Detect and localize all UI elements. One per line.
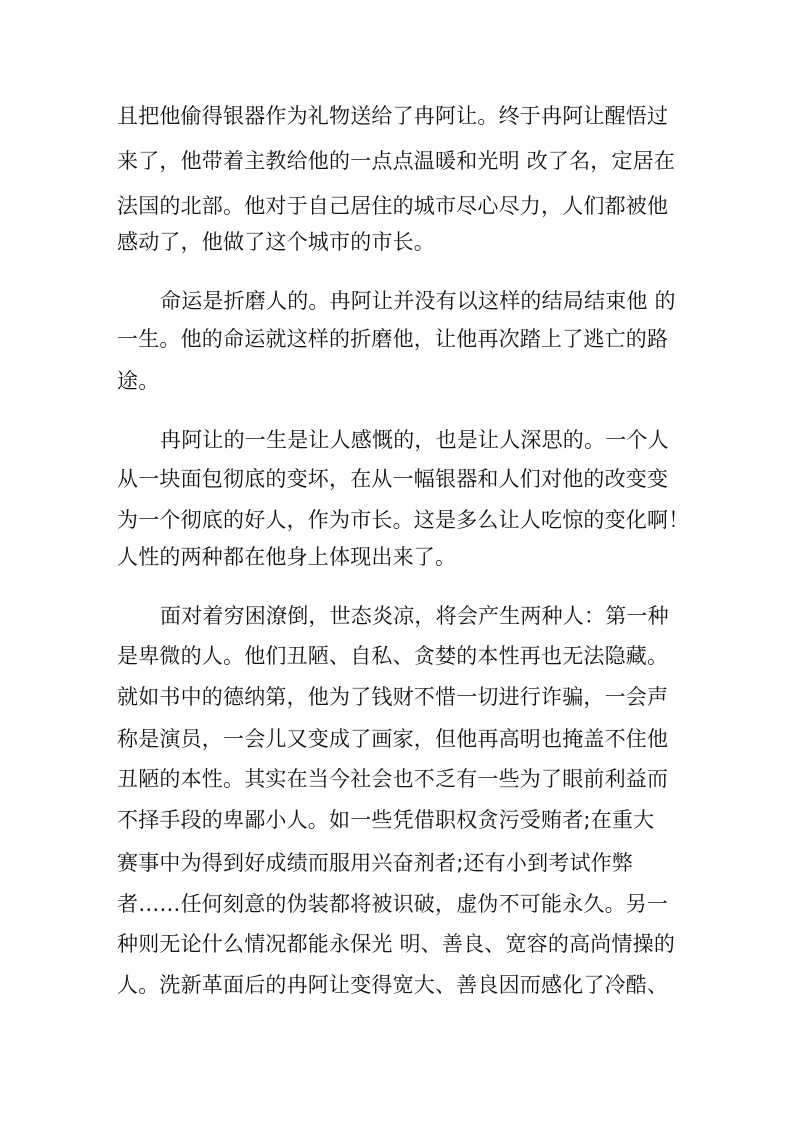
paragraph-4-line-9: 种则无论什么情况都能永保光 明、善良、宽容的高尚情操的	[117, 932, 676, 956]
paragraph-3-line-3: 为一个彻底的好人，作为市长。这是多么让人吃惊的变化啊！	[117, 508, 690, 532]
paragraph-4-line-4: 称是演员，一会儿又变成了画家，但他再高明也掩盖不住他	[117, 727, 669, 751]
paragraph-3-line-2: 从一块面包彻底的变坏，在从一幅银器和人们对他的改变变	[117, 467, 669, 491]
paragraph-4-line-5: 丑陋的本性。其实在当今社会也不乏有一些为了眼前利益而	[117, 767, 669, 791]
paragraph-4-line-10: 人。洗新革面后的冉阿让变得宽大、善良因而感化了冷酷、	[117, 973, 669, 997]
paragraph-2-line-3: 途。	[117, 369, 160, 393]
paragraph-4-line-3: 就如书中的德纳第，他为了钱财不惜一切进行诈骗，一会声	[117, 685, 669, 709]
paragraph-4-line-6: 不择手段的卑鄙小人。如一些凭借职权贪污受贿者;在重大	[117, 808, 655, 832]
paragraph-2-line-1: 命运是折磨人的。冉阿让并没有以这样的结局结束他 的	[160, 289, 676, 313]
paragraph-3-line-4: 人性的两种都在他身上体现出来了。	[117, 545, 457, 569]
paragraph-4-line-1: 面对着穷困潦倒，世态炎凉，将会产生两种人：第一种	[160, 604, 669, 628]
paragraph-3-line-1: 冉阿让的一生是让人感慨的，也是让人深思的。一个人	[160, 428, 669, 452]
paragraph-4-line-7: 赛事中为得到好成绩而服用兴奋剂者;还有小到考试作弊	[117, 851, 634, 875]
paragraph-4-line-2: 是卑微的人。他们丑陋、自私、贪婪的本性再也无法隐藏。	[117, 644, 669, 668]
paragraph-4-line-8: 者……任何刻意的伪装都将被识破，虚伪不可能永久。另一	[117, 892, 669, 916]
paragraph-1-line-3: 法国的北部。他对于自己居住的城市尽心尽力，人们都被他	[117, 194, 669, 218]
paragraph-1-line-1: 且把他偷得银器作为礼物送给了冉阿让。终于冉阿让醒悟过	[117, 104, 669, 128]
paragraph-2-line-2: 一生。他的命运就这样的折磨他，让他再次踏上了逃亡的路	[117, 327, 669, 351]
paragraph-1-line-4: 感动了，他做了这个城市的市长。	[117, 230, 435, 254]
paragraph-1-line-2: 来了，他带着主教给他的一点点温暖和光明 改了名，定居在	[117, 149, 676, 173]
